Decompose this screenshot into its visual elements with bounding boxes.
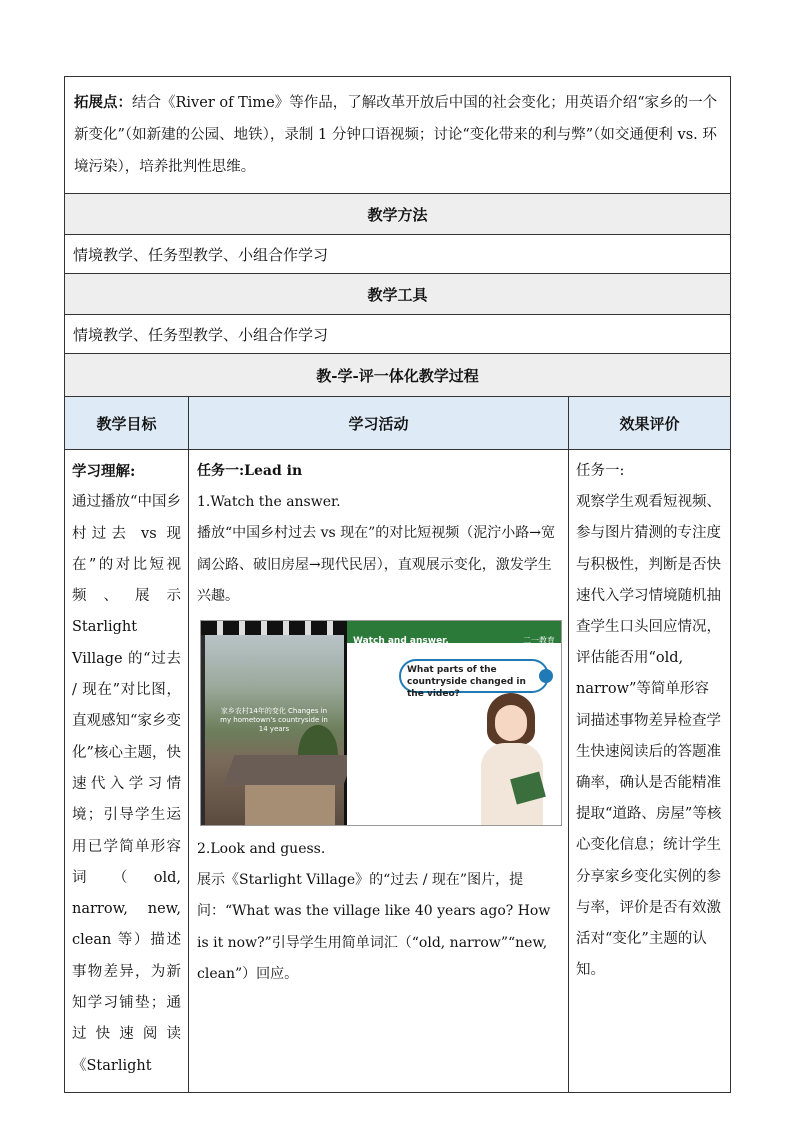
extension-text: 结合《River of Time》等作品，了解改革开放后中国的社会变化；用英语介绍“家乡的一个新变化”（如新建的公园、地铁），录制 1 分钟口语视频；讨论“变化带来的利与弊”（如交通便利 vs. 环境污染），培养批判性思维。 [74, 95, 718, 175]
activity-step1-text: 播放“中国乡村过去 vs 现在”的对比短视频（泥泞小路→宽阔公路、破旧房屋→现代民居），直观展示变化，激发学生兴趣。 [197, 525, 556, 604]
teaching-tools-header-row [65, 274, 731, 315]
video-frame [201, 621, 347, 825]
slide-header-bar [347, 621, 561, 647]
house-wall-shape [245, 785, 335, 825]
objective-head: 学习理解: [72, 463, 136, 480]
teaching-method-row [65, 235, 731, 274]
evaluation-body: 观察学生观看短视频、参与图片猜测的专注度与积极性，判断是否快速代入学习情境随机抽查学生口头回应情况，评估能否用“old, narrow”等简单形容词描述事物差异检查学生快速阅读后的答题准确率，确认是否能精准提取“道路、房屋”等核心变化信息；统计学生分享家乡变化实例的参与率，评价是否有效激活对“变化”主题的认知。 [576, 494, 722, 979]
content-row [65, 450, 731, 1093]
question-text: What parts of the countryside changed in the video? [407, 665, 526, 700]
teaching-method-title: 教学方法 [65, 194, 731, 235]
lesson-plan-table [64, 76, 731, 1093]
activity-cell [189, 450, 569, 1093]
countryside-scene [205, 635, 344, 825]
teaching-tools-row [65, 315, 731, 354]
activity-task-head: 任务一:Lead in [197, 463, 303, 479]
extension-label: 拓展点： [74, 94, 132, 111]
film-strip [201, 621, 344, 635]
process-title-cell [65, 354, 731, 397]
question-mark-icon [539, 669, 553, 683]
column-header-evaluation: 效果评价 [569, 397, 731, 450]
objective-cell [65, 450, 189, 1093]
column-header-row [65, 397, 731, 450]
lesson-slide-image [200, 620, 562, 826]
process-title: 教-学-评一体化教学过程 [316, 366, 479, 385]
roof-shape [224, 755, 355, 785]
activity-step2-text: 展示《Starlight Village》的“过去 / 现在”图片，提问：“What was the village like 40 years ago? How is it now?”引导学生用简单词汇（“old, narrow”“new, clean”）回应。 [197, 872, 551, 982]
teaching-tools-title: 教学工具 [65, 274, 731, 315]
teacher-face [495, 705, 527, 741]
activity-step1-title: 1.Watch the answer. [197, 494, 341, 511]
extension-row [65, 77, 731, 194]
teaching-tools-content: 情境教学、任务型教学、小组合作学习 [65, 315, 731, 354]
objective-body: 通过播放“中国乡村过去 vs 现在”的对比短视频、展示 Starlight Village 的“过去 / 现在”对比图，直观感知“家乡变化”核心主题，快速代入学习情境；引导学生运用已学简单形容词（old, narrow, new, clean 等）描述事物差异，为新知学习铺垫；通过快速阅读《Starlight [72, 494, 181, 1074]
evaluation-cell [569, 450, 731, 1093]
column-header-objective: 教学目标 [65, 397, 189, 450]
slide-panel [347, 621, 561, 825]
brand-logo: 二一教育 [523, 636, 555, 646]
activity-step2-title: 2.Look and guess. [197, 841, 326, 858]
slide-header-label: Watch and answer. [353, 636, 449, 647]
teaching-method-content: 情境教学、任务型教学、小组合作学习 [65, 235, 731, 274]
teacher-illustration [473, 693, 553, 825]
extension-cell [65, 77, 731, 194]
column-header-activity: 学习活动 [189, 397, 569, 450]
question-bubble [399, 659, 549, 700]
teaching-method-header-row [65, 194, 731, 235]
evaluation-head: 任务一: [576, 463, 625, 479]
process-header-row [65, 354, 731, 397]
video-caption: 家乡农村14年的变化 Changes in my hometown's countryside in 14 years [220, 707, 328, 734]
